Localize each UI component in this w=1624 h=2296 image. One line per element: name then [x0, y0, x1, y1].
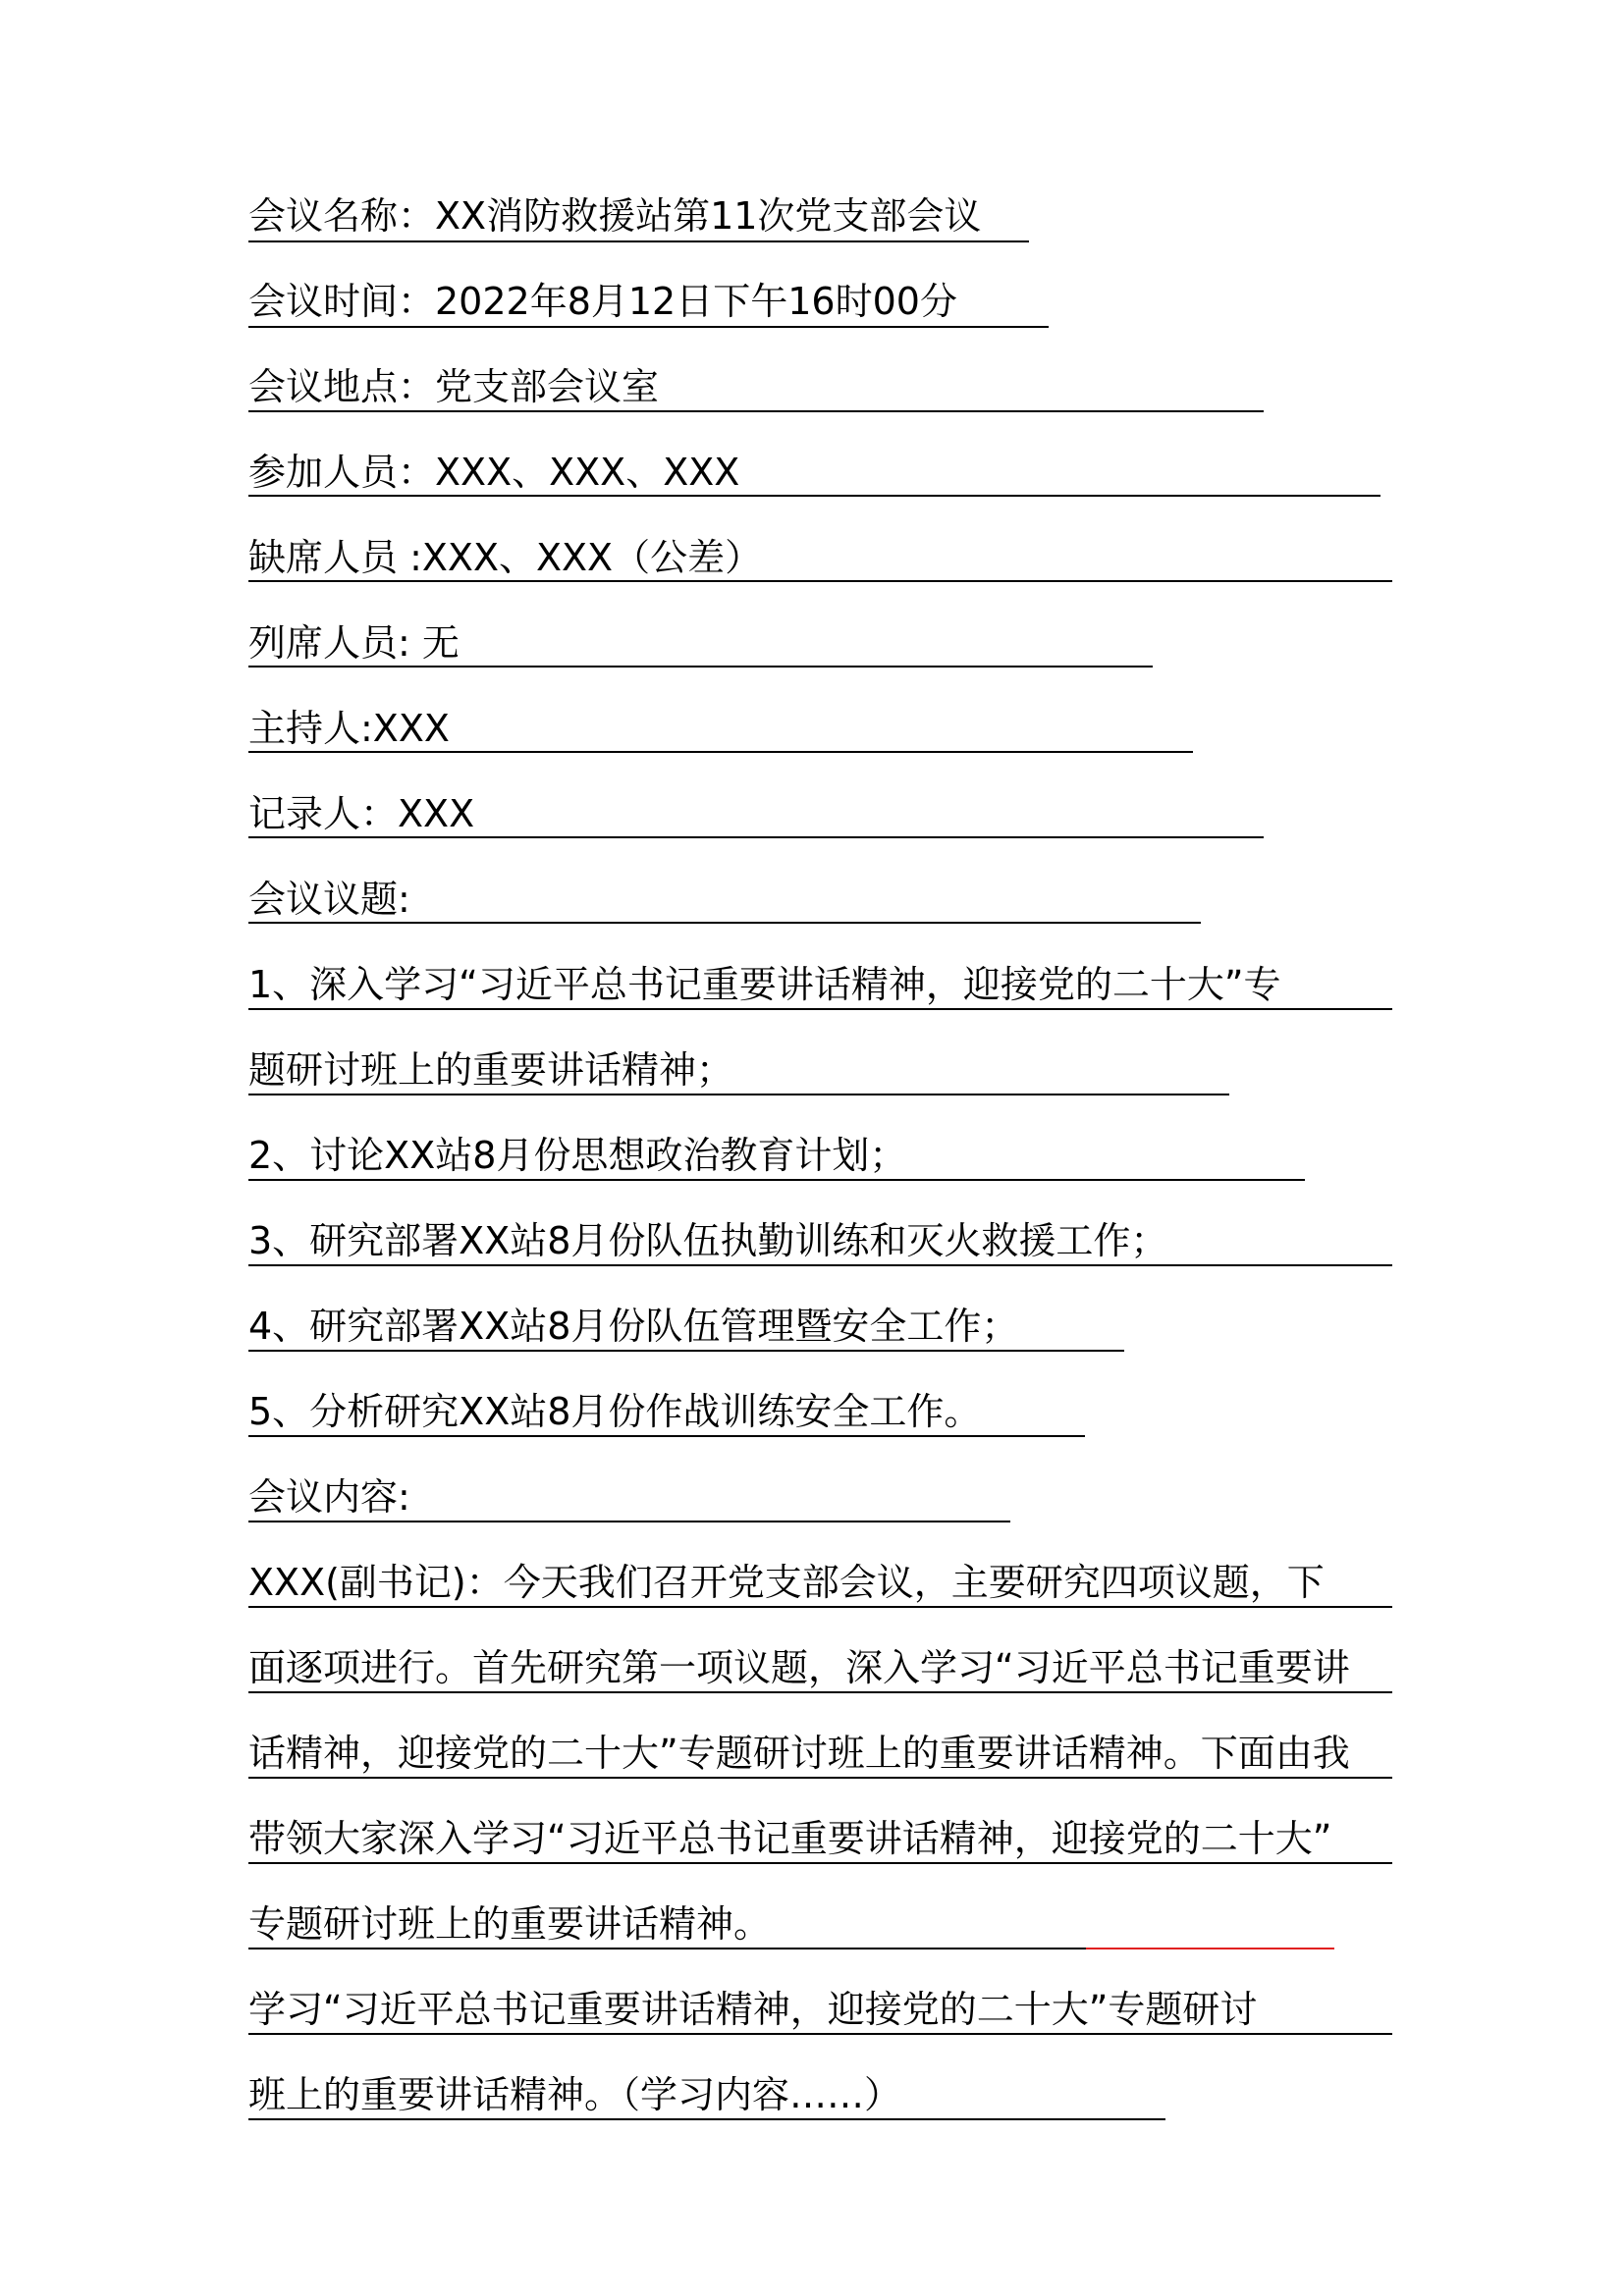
content-paragraph-line: 专题研讨班上的重要讲话精神。 — [248, 1902, 772, 1946]
topic-item: 3、研究部署XX站8月份队伍执勤训练和灭火救援工作； — [248, 1219, 1168, 1262]
red-underline-segment — [1086, 1948, 1334, 1949]
underline — [248, 751, 1193, 753]
underline — [248, 1606, 1392, 1608]
underline — [248, 922, 1201, 924]
underline — [248, 1777, 1392, 1779]
topic-item: 2、讨论XX站8月份思想政治教育计划； — [248, 1134, 907, 1177]
underline — [248, 1691, 1392, 1693]
underline — [248, 1862, 1392, 1864]
underline — [248, 1008, 1392, 1010]
underline — [248, 240, 1029, 242]
host: 主持人:XXX — [248, 707, 450, 750]
content-paragraph-line: XXX(副书记)：今天我们召开党支部会议，主要研究四项议题，下 — [248, 1561, 1325, 1604]
content-paragraph-line: 带领大家深入学习“习近平总书记重要讲话精神，迎接党的二十大” — [248, 1817, 1332, 1860]
content-paragraph-line: 学习“习近平总书记重要讲话精神，迎接党的二十大”专题研讨 — [248, 1988, 1258, 2031]
recorder: 记录人：XXX — [248, 792, 475, 835]
underline — [248, 1435, 1085, 1437]
underline — [248, 1094, 1229, 1095]
underline — [248, 1350, 1124, 1352]
underline — [248, 1948, 1086, 1949]
meeting-place: 会议地点：党支部会议室 — [248, 365, 660, 408]
underline — [248, 2118, 1165, 2120]
underline — [248, 326, 1049, 328]
underline — [248, 1264, 1392, 1266]
underline — [248, 1179, 1305, 1181]
topic-item: 1、深入学习“习近平总书记重要讲话精神，迎接党的二十大”专 — [248, 963, 1281, 1006]
meeting-name: 会议名称：XX消防救援站第11次党支部会议 — [248, 194, 982, 238]
content-paragraph-line: 话精神，迎接党的二十大”专题研讨班上的重要讲话精神。下面由我 — [248, 1732, 1350, 1775]
content-heading: 会议内容: — [248, 1475, 410, 1519]
observers: 列席人员: 无 — [248, 621, 460, 665]
topic-item-continued: 题研讨班上的重要讲话精神； — [248, 1048, 734, 1092]
underline — [248, 1521, 1010, 1522]
meeting-time: 会议时间：2022年8月12日下午16时00分 — [248, 280, 957, 323]
topic-item: 4、研究部署XX站8月份队伍管理暨安全工作； — [248, 1305, 1019, 1348]
attendees: 参加人员：XXX、XXX、XXX — [248, 451, 740, 494]
underline — [248, 495, 1380, 497]
underline — [248, 410, 1264, 412]
content-paragraph-line: 班上的重要讲话精神。（学习内容……） — [248, 2073, 902, 2116]
underline — [248, 2033, 1392, 2035]
underline — [248, 666, 1153, 667]
topic-item: 5、分析研究XX站8月份作战训练安全工作。 — [248, 1390, 982, 1433]
underline — [248, 836, 1264, 838]
topics-heading: 会议议题: — [248, 878, 410, 921]
content-paragraph-line: 面逐项进行。首先研究第一项议题，深入学习“习近平总书记重要讲 — [248, 1646, 1350, 1689]
absent-members: 缺席人员 :XXX、XXX（公差） — [248, 536, 763, 579]
underline — [248, 580, 1392, 582]
